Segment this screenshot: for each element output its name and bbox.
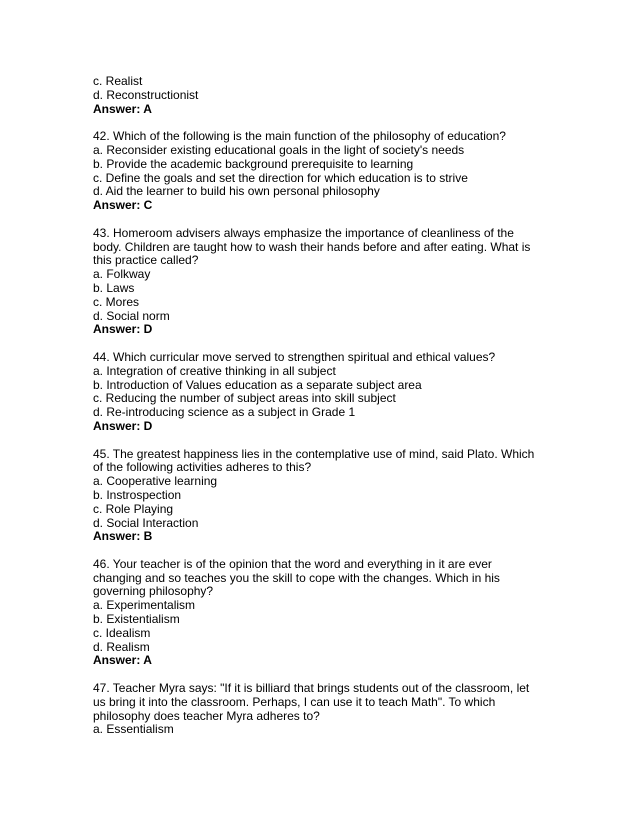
option-line: c. Idealism: [93, 625, 151, 640]
question-text: 47. Teacher Myra says: "If it is billiard that brings students out of the classroom, let: [93, 681, 530, 696]
question-block-44: [93, 351, 623, 434]
question-text: changing and so teaches you the skill to cope with the changes. Which in his: [93, 570, 500, 585]
answer-line: Answer: D: [93, 418, 153, 433]
option-line: b. Laws: [93, 280, 135, 295]
answer-line: Answer: B: [93, 529, 153, 544]
answer-line: Answer: A: [93, 101, 152, 116]
question-text: philosophy does teacher Myra adheres to?: [93, 708, 320, 723]
option-line: d. Aid the learner to build his own personal philosophy: [93, 184, 380, 199]
option-line: a. Folkway: [93, 267, 151, 282]
spacer: [93, 213, 623, 227]
spacer: [93, 337, 623, 351]
option-line: a. Cooperative learning: [93, 474, 218, 489]
spacer: [93, 434, 623, 448]
option-line: a. Reconsider existing educational goals in the light of society's needs: [93, 142, 465, 157]
question-text: us bring it into the classroom. Perhaps, I can use it to teach Math". To which: [93, 694, 496, 709]
question-text: 42. Which of the following is the main function of the philosophy of education?: [93, 129, 506, 144]
spacer: [93, 544, 623, 558]
option-line: c. Role Playing: [93, 501, 174, 516]
document-page: [93, 75, 623, 737]
question-text: 44. Which curricular move served to strengthen spiritual and ethical values?: [93, 349, 496, 364]
option-line: b. Introduction of Values education as a separate subject area: [93, 377, 422, 392]
option-line: d. Re-introducing science as a subject in Grade 1: [93, 405, 356, 420]
question-block-47: [93, 682, 623, 737]
option-line: b. Existentialism: [93, 612, 180, 627]
option-line: c. Define the goals and set the direction for which education is to strive: [93, 170, 468, 185]
option-line: d. Reconstructionist: [93, 87, 199, 102]
spacer: [93, 668, 623, 682]
option-line: c. Reducing the number of subject areas into skill subject: [93, 391, 396, 406]
option-line: a. Essentialism: [93, 722, 174, 737]
question-block-45: [93, 448, 623, 545]
option-line: d. Social Interaction: [93, 515, 199, 530]
answer-line: Answer: D: [93, 322, 153, 337]
question-text: 43. Homeroom advisers always emphasize the importance of cleanliness of the: [93, 225, 514, 240]
answer-line: Answer: A: [93, 653, 152, 668]
option-line: c. Realist: [93, 74, 143, 88]
option-line: c. Mores: [93, 294, 140, 309]
option-line: b. Provide the academic background prerequisite to learning: [93, 156, 414, 171]
question-block-42: [93, 130, 623, 213]
spacer: [93, 116, 623, 130]
question-text: 45. The greatest happiness lies in the contemplative use of mind, said Plato. Which: [93, 446, 535, 461]
option-line: b. Instrospection: [93, 487, 182, 502]
question-text: of the following activities adheres to this?: [93, 460, 312, 475]
question-block-46: [93, 558, 623, 668]
question-text: body. Children are taught how to wash their hands before and after eating. What is: [93, 239, 531, 254]
option-line: d. Social norm: [93, 308, 170, 323]
question-block-43: [93, 227, 623, 337]
question-block-41: [93, 75, 623, 116]
question-text: governing philosophy?: [93, 584, 214, 599]
question-text: 46. Your teacher is of the opinion that the word and everything in it are ever: [93, 556, 492, 571]
option-line: a. Experimentalism: [93, 598, 196, 613]
option-line: a. Integration of creative thinking in all subject: [93, 363, 336, 378]
question-text: this practice called?: [93, 253, 199, 268]
option-line: d. Realism: [93, 639, 150, 654]
answer-line: Answer: C: [93, 198, 153, 213]
